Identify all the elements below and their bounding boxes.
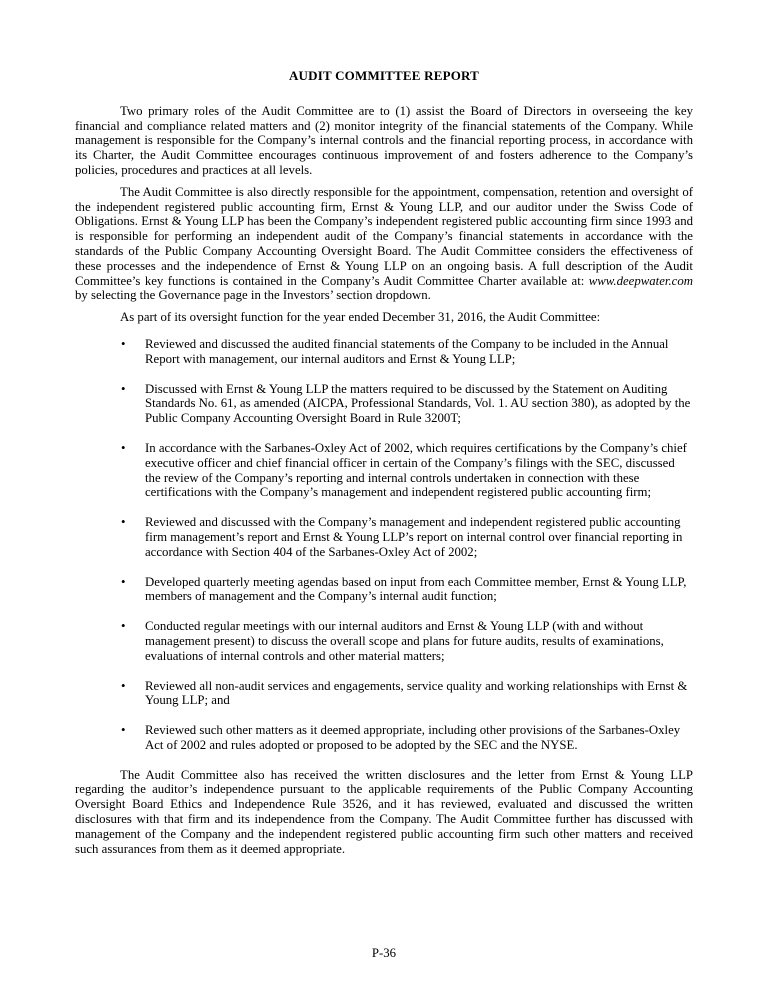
page-number: P-36 xyxy=(371,946,397,960)
bullet-icon: • xyxy=(121,336,126,351)
list-item-text: Reviewed and discussed the audited financial statements of the Company to be included in the Annual Report with management, our internal auditors and Ernst & Young LLP; xyxy=(145,336,669,366)
paragraph-committee-roles: Two primary roles of the Audit Committee are to (1) assist the Board of Directors in overseeing the key financial and compliance related matters and (2) monitor integrity of the financial statements of the Company. While management is responsible for the Company’s internal controls and the financial reporting process, in accordance with its Charter, the Audit Committee encourages continuous improvement of and fosters adherence to the Company’s policies, procedures and practices at all levels. xyxy=(75,103,693,177)
paragraph-written-disclosures: The Audit Committee also has received the written disclosures and the letter from Ernst & Young LLP regarding the auditor’s independence pursuant to the applicable requirements of the Public Company Accounting Oversight Board Ethics and Independence Rule 3526, and it has reviewed, evaluated and discussed the written disclosures with that firm and its independence from the Company. The Audit Committee further has discussed with management of the Company and the independent registered public accounting firm such other matters and received such assurances from them as it deemed appropriate. xyxy=(75,767,693,856)
list-item xyxy=(75,575,693,605)
list-item-text: Reviewed all non-audit services and engagements, service quality and working relationships with Ernst & Young LLP; and xyxy=(145,678,688,708)
list-item xyxy=(75,723,693,753)
list-item-text: Conducted regular meetings with our internal auditors and Ernst & Young LLP (with and without management present) to discuss the overall scope and plans for future audits, results of examinations, evaluations of internal controls and other material matters; xyxy=(145,619,664,663)
list-item xyxy=(75,619,693,663)
list-item xyxy=(75,515,693,559)
list-item xyxy=(75,382,693,426)
oversight-actions-list xyxy=(75,337,693,753)
list-item xyxy=(75,441,693,500)
bullet-icon: • xyxy=(121,619,126,634)
list-item-text: Reviewed such other matters as it deemed appropriate, including other provisions of the Sarbanes-Oxley Act of 2002 and rules adopted or proposed to be adopted by the SEC and the NYSE. xyxy=(145,723,681,752)
list-item-text: Discussed with Ernst & Young LLP the matters required to be discussed by the Statement on Auditing Standards No. 61, as amended (AICPA, Professional Standards, Vol. 1. AU section 380), as adopted by the Public Company Accounting Oversight Board in Rule 3200T; xyxy=(145,381,691,426)
paragraph-auditor-responsibility-text: The Audit Committee is also directly responsible for the appointment, compensation, retention and oversight of the independent registered public accounting firm, Ernst & Young LLP, and our auditor under the Swiss Code of Obligations. Ernst & Young LLP has been the Company’s independent registered public accounting firm since 1993 and is responsible for performing an independent audit of the Company’s financial statements in accordance with the standards of the Public Company Accounting Oversight Board. The Audit Committee considers the effectiveness of these processes and the independence of Ernst & Young LLP on an ongoing basis. A full description of the Audit Committee’s key functions is contained in the Company’s Audit Committee Charter available at: xyxy=(75,184,693,288)
list-item-text: In accordance with the Sarbanes-Oxley Act of 2002, which requires certifications by the Company’s chief executive officer and chief financial officer in certain of the Company’s filings with the SEC, discussed the review of the Company’s reporting and internal controls undertaken in connection with these certifications with the Company’s management and independent registered public accounting firm; xyxy=(145,440,687,500)
bullet-icon: • xyxy=(121,440,126,455)
paragraph-auditor-responsibility-continued: by selecting the Governance page in the Investors’ section dropdown. xyxy=(75,288,431,303)
bullet-icon: • xyxy=(121,381,126,396)
list-item-text: Reviewed and discussed with the Company’s management and independent registered public accounting firm management’s report and Ernst & Young LLP’s report on internal control over financial reporting in accordance with Section 404 of the Sarbanes-Oxley Act of 2002; xyxy=(145,515,683,559)
paragraph-auditor-responsibility xyxy=(75,185,693,303)
list-item-text: Developed quarterly meeting agendas based on input from each Committee member, Ernst & Young LLP, members of management and the Company’s internal audit function; xyxy=(145,574,687,604)
paragraph-oversight-intro: As part of its oversight function for the year ended December 31, 2016, the Audit Committee: xyxy=(120,310,601,325)
website-url-text: www.deepwater.com xyxy=(588,273,693,288)
bullet-icon: • xyxy=(121,678,126,693)
bullet-icon: • xyxy=(121,574,126,589)
list-item xyxy=(75,337,693,367)
bullet-icon: • xyxy=(121,515,126,530)
page-title: AUDIT COMMITTEE REPORT xyxy=(288,68,480,83)
list-item xyxy=(75,679,693,709)
bullet-icon: • xyxy=(121,723,126,738)
